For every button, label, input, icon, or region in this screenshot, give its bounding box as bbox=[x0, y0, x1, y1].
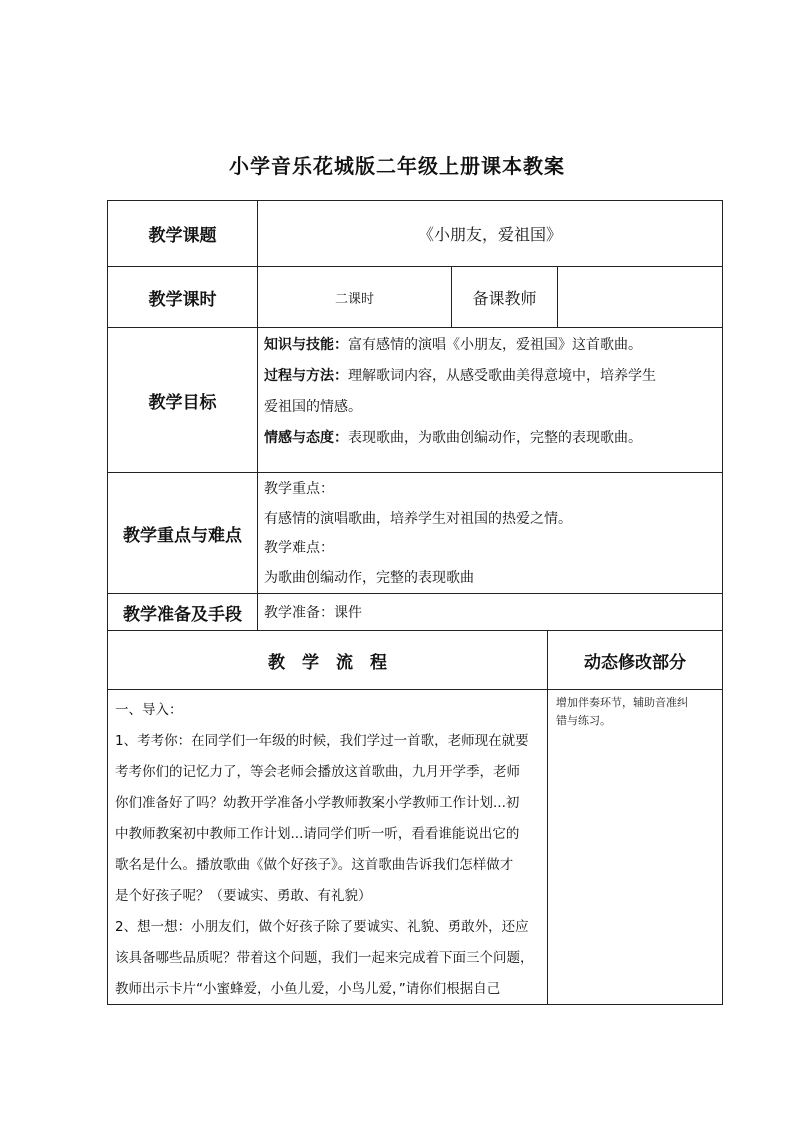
topic-label: 教学课题 bbox=[148, 226, 217, 246]
hours-label: 教学课时 bbox=[148, 289, 217, 310]
process-line: 2、想一想：小朋友们，做个好孩子除了要诚实、礼貌、勇敢外，还应 bbox=[115, 919, 529, 935]
process-line: 1、考考你：在同学们一年级的时候，我们学过一首歌，老师现在就要 bbox=[115, 733, 529, 749]
hours-value: 二课时 bbox=[257, 267, 451, 327]
dynamic-header: 动态修改部分 bbox=[547, 631, 722, 689]
focus-difficulty-heading: 教学难点： bbox=[264, 540, 334, 556]
process-header-row bbox=[108, 631, 722, 690]
teacher-label: 备课教师 bbox=[451, 267, 557, 327]
process-line: 考考你们的记忆力了，等会老师会播放这首歌曲，九月开学季，老师 bbox=[115, 764, 520, 780]
prep-label: 教学准备及手段 bbox=[123, 604, 242, 625]
prep-row bbox=[108, 594, 722, 631]
focus-key-text: 有感情的演唱歌曲，培养学生对祖国的热爱之情。 bbox=[264, 510, 572, 527]
goal-process: 过程与方法：理解歌词内容，从感受歌曲美得意境中，培养学生 bbox=[264, 368, 656, 384]
focus-label: 教学重点与难点 bbox=[123, 525, 242, 546]
goals-content bbox=[257, 328, 722, 472]
process-content-row bbox=[108, 690, 722, 1004]
dynamic-note bbox=[547, 690, 722, 1004]
goals-row bbox=[108, 328, 722, 473]
process-line: 是个好孩子呢？（要诚实、勇敢、有礼貌） bbox=[115, 888, 372, 904]
process-header: 教 学 流 程 bbox=[268, 652, 387, 673]
process-line: 你们准备好了吗？幼教开学准备小学教师教案小学教师工作计划...初 bbox=[115, 795, 520, 811]
teacher-value bbox=[557, 267, 722, 327]
dynamic-note-line: 增加伴奏环节，辅助音准纠 bbox=[556, 696, 688, 709]
page-title: 小学音乐花城版二年级上册课本教案 bbox=[229, 154, 565, 178]
hours-row bbox=[108, 267, 722, 328]
process-line: 中教师教案初中教师工作计划...请同学们听一听，看看谁能说出它的 bbox=[115, 826, 520, 842]
prep-value: 教学准备：课件 bbox=[257, 594, 722, 630]
process-line: 一、导入： bbox=[115, 702, 183, 718]
goal-attitude: 情感与态度：表现歌曲，为歌曲创编动作，完整的表现歌曲。 bbox=[264, 430, 642, 446]
focus-content bbox=[257, 473, 722, 593]
goal-knowledge: 知识与技能：富有感情的演唱《小朋友，爱祖国》这首歌曲。 bbox=[264, 337, 642, 353]
topic-row bbox=[108, 201, 722, 267]
focus-difficulty-text: 为歌曲创编动作，完整的表现歌曲 bbox=[264, 569, 474, 586]
process-line: 教师出示卡片“小蜜蜂爱，小鱼儿爱，小鸟儿爱，”请你们根据自己 bbox=[115, 981, 501, 997]
focus-key-heading: 教学重点： bbox=[264, 481, 334, 497]
focus-row bbox=[108, 473, 722, 594]
lesson-plan-table bbox=[107, 200, 723, 1005]
dynamic-note-line: 错与练习。 bbox=[556, 714, 611, 727]
goals-label: 教学目标 bbox=[148, 392, 217, 413]
process-line: 该具备哪些品质呢？带着这个问题，我们一起来完成着下面三个问题， bbox=[115, 950, 534, 966]
topic-value: 《小朋友，爱祖国》 bbox=[257, 201, 722, 266]
process-line: 歌名是什么。播放歌曲《做个好孩子》。这首歌曲告诉我们怎样做才 bbox=[115, 857, 514, 873]
goal-process-cont: 爱祖国的情感。 bbox=[264, 399, 362, 415]
process-content bbox=[108, 690, 547, 1004]
